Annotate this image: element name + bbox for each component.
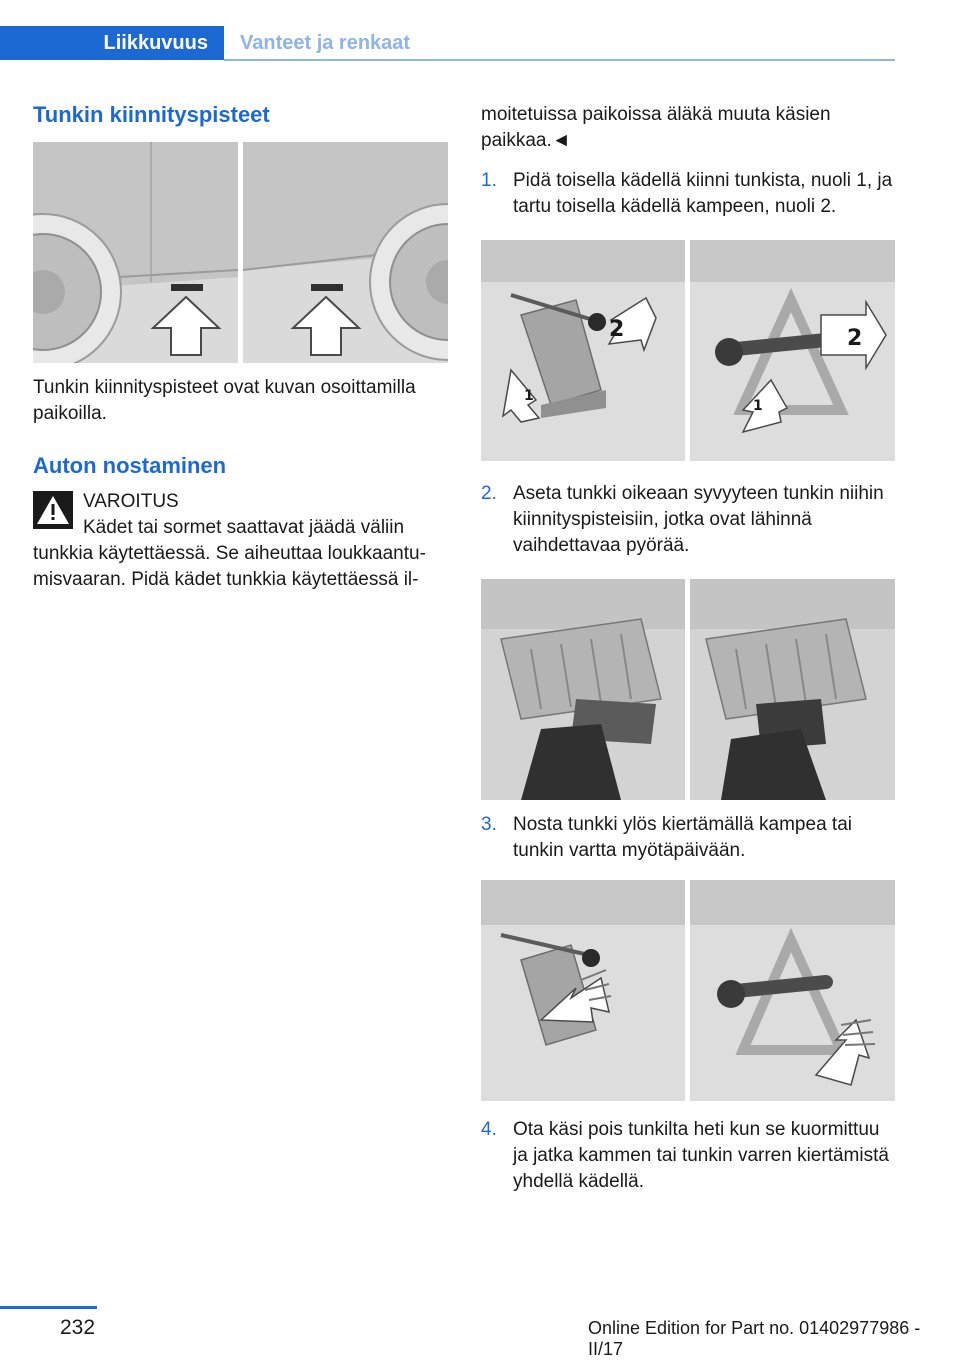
warning-block: [33, 489, 448, 593]
step-item-3: [481, 812, 895, 864]
page-number: 232: [60, 1316, 96, 1339]
step-item-1: [481, 168, 895, 220]
figure-arrow-label-2: 2: [609, 317, 625, 342]
section-title-jack-points: Tunkin kiinnityspisteet: [33, 102, 270, 127]
tab-vanteet-ja-renkaat[interactable]: Vanteet ja renkaat: [240, 32, 411, 54]
jack-raising-illustration: [481, 880, 895, 1101]
jack-points-illustration: [33, 142, 448, 363]
step-item-2: [481, 481, 895, 559]
figure-arrow-label-2b: 2: [847, 326, 863, 351]
figure-arrow-label-1: 1: [524, 388, 534, 404]
step-text: Nosta tunkki ylös kiertämällä kampea tai tunkin vartta myötäpäivään.: [513, 814, 852, 861]
footer-rule: [0, 1306, 97, 1309]
warning-title: VAROITUS: [83, 491, 179, 512]
page-header: [0, 26, 895, 62]
tab-liikkuvuus[interactable]: Liikkuvuus: [0, 26, 224, 60]
warning-continuation: moitetuissa paikoissa äläkä muuta käsien paikkaa.◄: [481, 104, 831, 151]
steps-list-2: [481, 481, 895, 559]
figure-arrow-label-1b: 1: [753, 398, 763, 414]
step-text: Pidä toisella kädellä kiinni tunkista, nuoli 1, ja tartu toisella kädellä kampeen, nuoli 2.: [513, 170, 893, 217]
step-number: 1.: [481, 170, 497, 191]
right-column: [481, 100, 895, 1195]
step-item-4: [481, 1117, 895, 1195]
header-rule: [224, 59, 895, 61]
step-text: Ota käsi pois tunkilta heti kun se kuormittuu ja jatka kammen tai tunkin varren kiertämistä yhdellä kädellä.: [513, 1119, 889, 1192]
left-column: [33, 100, 448, 593]
edition-note: Online Edition for Part no. 01402977986 - II/17: [588, 1318, 921, 1359]
jack-points-caption: Tunkin kiinnityspisteet ovat kuvan osoittamilla paikoilla.: [33, 377, 416, 424]
steps-list: [481, 168, 895, 220]
warning-triangle-icon: [33, 491, 73, 529]
section-title-lifting: Auton nostaminen: [33, 453, 227, 478]
jack-handling-illustration: [481, 240, 895, 461]
step-number: 3.: [481, 814, 497, 835]
step-number: 4.: [481, 1119, 497, 1140]
steps-list-3: [481, 812, 895, 864]
step-text: Aseta tunkki oikeaan syvyyteen tunkin niihin kiinnityspisteisiin, jotka ovat lähinnä vaihdettavaa pyörää.: [513, 483, 884, 556]
steps-list-4: [481, 1117, 895, 1195]
jack-placement-illustration: [481, 579, 895, 800]
warning-text: Kädet tai sormet saattavat jäädä väliin tunkkia käytettäessä. Se aiheuttaa loukkaantu- misvaaran. Pidä kädet tunkkia käytettäessä il-: [33, 517, 426, 590]
step-number: 2.: [481, 483, 497, 504]
